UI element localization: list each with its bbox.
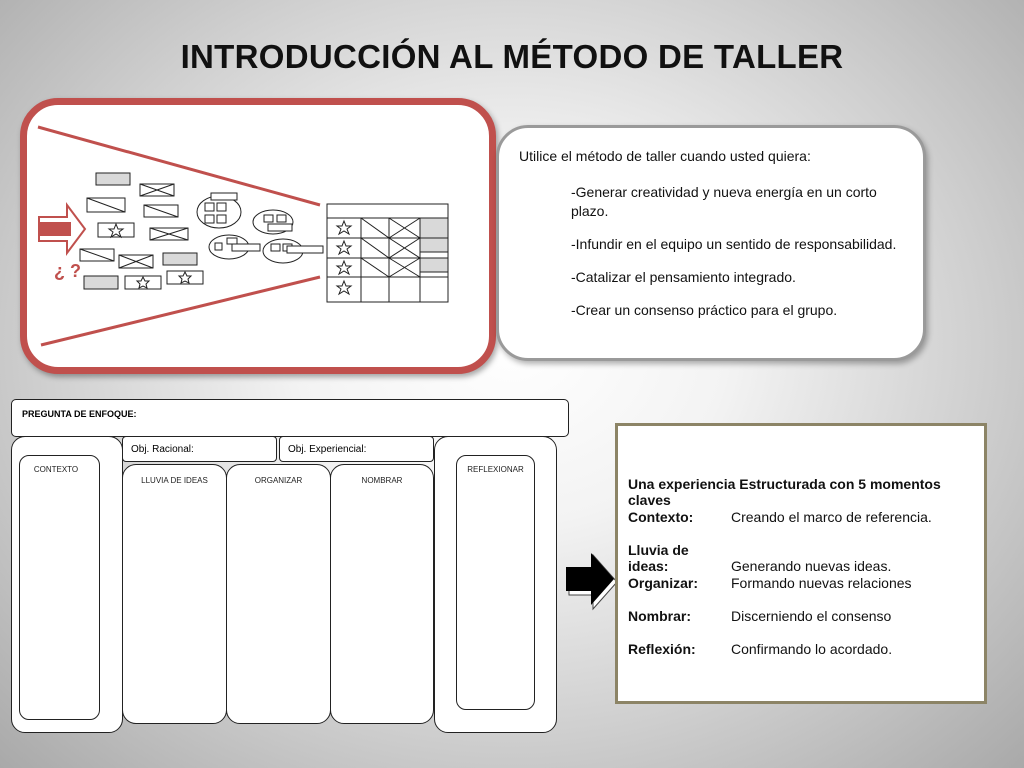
key-row-reflexion (628, 641, 892, 657)
name-column (330, 464, 434, 724)
key-row-lluvia (628, 542, 891, 574)
context-column-inner (19, 455, 100, 720)
key-desc: Creando el marco de referencia. (731, 509, 932, 525)
key-row-organizar (628, 575, 912, 591)
rational-objective-field: Obj. Racional: (122, 436, 277, 462)
key-row-nombrar (628, 608, 891, 624)
key-term: Nombrar: (628, 608, 692, 624)
key-moments-panel (615, 423, 987, 704)
funnel-illustration (27, 105, 489, 367)
organize-label: ORGANIZAR (254, 476, 303, 485)
organize-column (226, 464, 331, 724)
results-grid (327, 204, 448, 302)
usage-item: -Generar creatividad y nueva energía en un corto plazo. (571, 184, 877, 219)
key-desc: Confirmando lo acordado. (731, 641, 893, 657)
context-label: CONTEXTO (33, 465, 79, 474)
entry-arrow-icon (39, 205, 85, 253)
usage-intro: Utilice el método de taller cuando usted quiera: (519, 148, 811, 164)
usage-list (571, 183, 901, 334)
idea-clusters (197, 193, 323, 263)
key-term: Organizar: (628, 575, 699, 591)
usage-item: -Crear un consenso práctico para el grupo. (571, 302, 838, 318)
usage-item: -Infundir en el equipo un sentido de responsabilidad. (571, 236, 897, 252)
key-term: Contexto: (628, 509, 694, 525)
reflect-column-inner (456, 455, 535, 710)
key-moments-title: Una experiencia Estructurada con 5 momentos claves (628, 476, 941, 508)
funnel-top-line (38, 127, 320, 205)
funnel-bottom-line (41, 277, 320, 345)
right-arrow-icon (566, 551, 620, 613)
brainstorm-column (122, 464, 227, 724)
key-term: Reflexión: (628, 641, 696, 657)
reflect-label: REFLEXIONAR (467, 465, 524, 474)
experiential-objective-field: Obj. Experiencial: (279, 436, 434, 462)
key-desc: Formando nuevas relaciones (731, 575, 912, 591)
focus-question-label: PREGUNTA DE ENFOQUE: (22, 409, 137, 419)
question-mark-icon: ¿ ? (54, 261, 81, 281)
funnel-diagram (20, 98, 496, 374)
key-row-contexto (628, 509, 932, 525)
name-label: NOMBRAR (361, 476, 403, 485)
brainstorm-label: LLUVIA DE IDEAS (141, 476, 208, 485)
key-desc: Generando nuevas ideas. (731, 558, 892, 574)
key-desc: Discerniendo el consenso (731, 608, 892, 624)
focus-question-field (11, 399, 569, 437)
usage-item: -Catalizar el pensamiento integrado. (571, 269, 796, 285)
idea-cards (80, 173, 203, 289)
usage-panel (496, 125, 926, 361)
slide-title: INTRODUCCIÓN AL MÉTODO DE TALLER (180, 38, 844, 75)
key-term: Lluvia de ideas: (628, 542, 689, 574)
